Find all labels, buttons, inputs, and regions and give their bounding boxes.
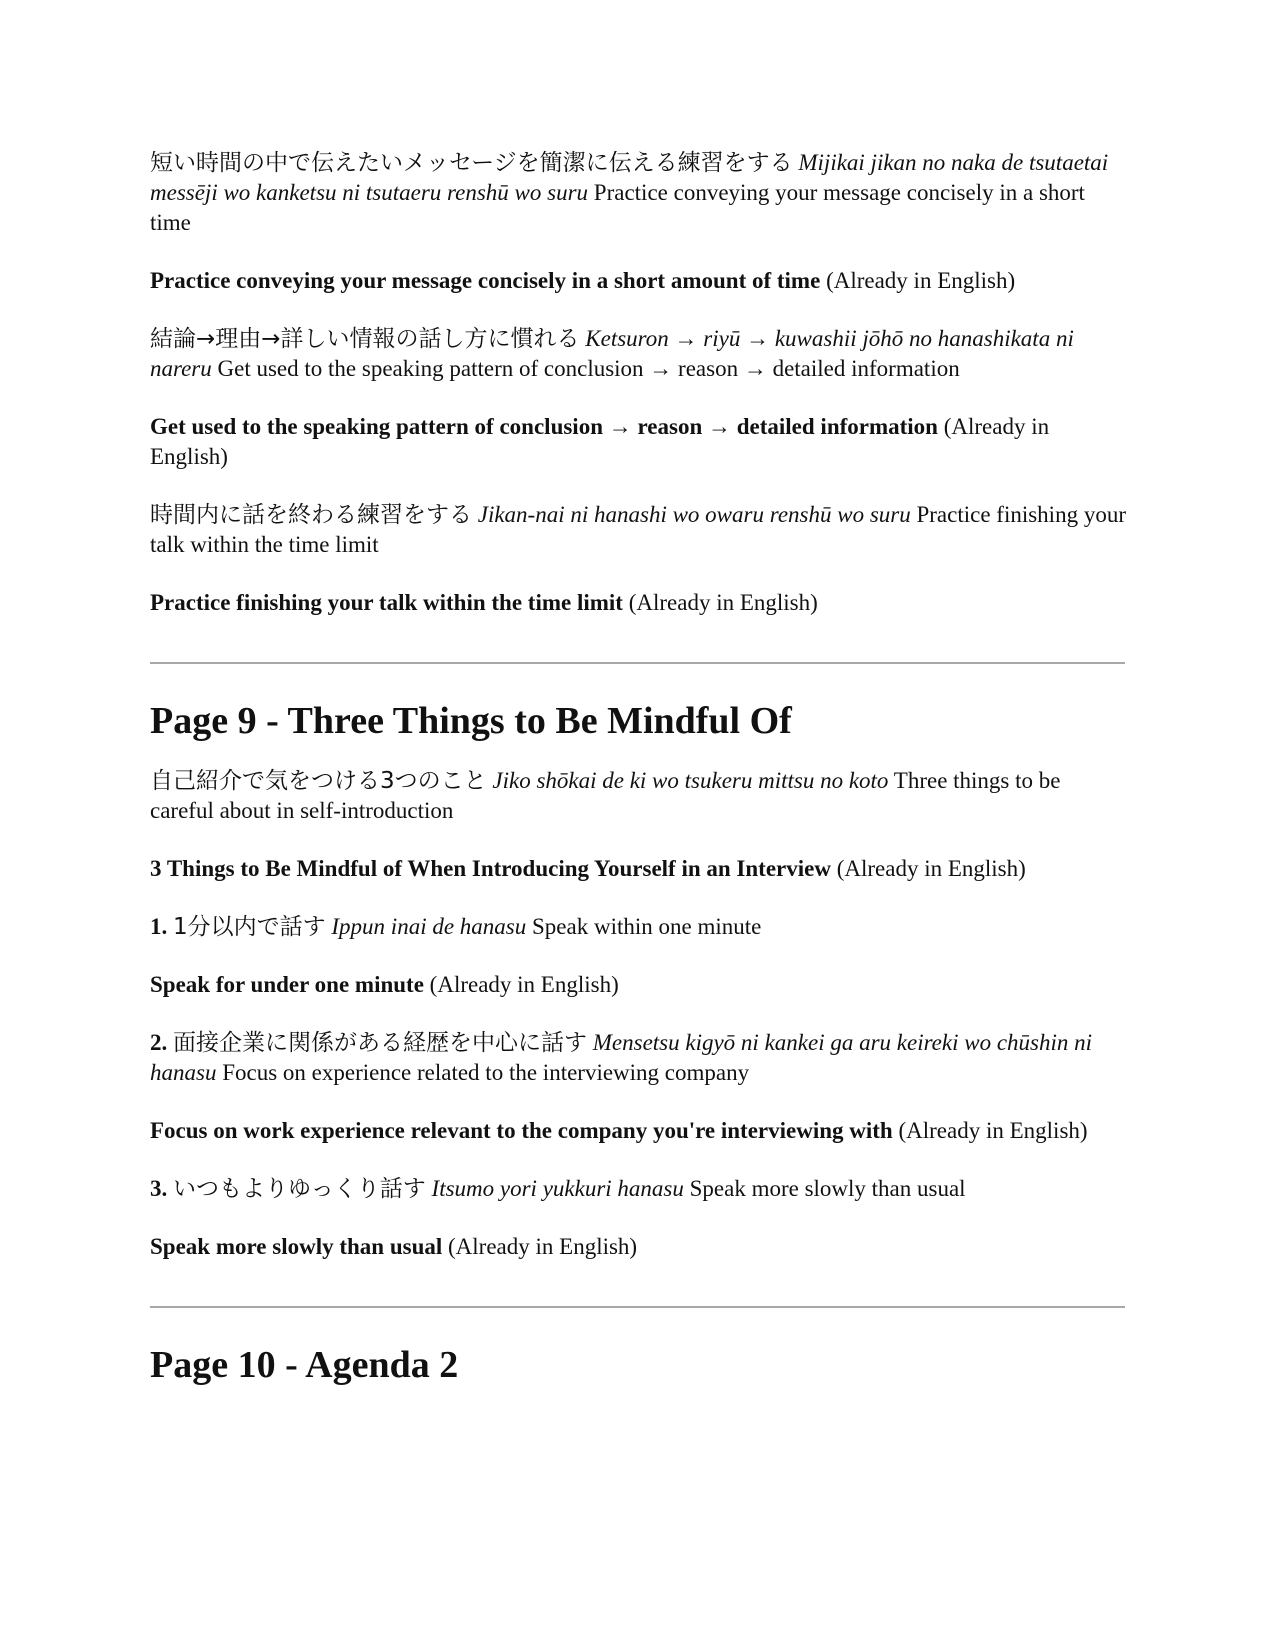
english-entry	[150, 266, 1130, 296]
english-entry	[150, 1116, 1130, 1146]
japanese-text: 結論→理由→詳しい情報の話し方に慣れる	[150, 326, 580, 352]
japanese-text: いつもよりゆっくり話す	[173, 1176, 426, 1202]
bold-english: Focus on work experience relevant to the company you're interviewing with	[150, 1118, 893, 1143]
english-entry	[150, 588, 1130, 618]
note-text: (Already in English)	[836, 856, 1026, 881]
japanese-text: 短い時間の中で伝えたいメッセージを簡潔に伝える練習をする	[150, 150, 793, 176]
romaji-text: Jiko shōkai de ki wo tsukeru mittsu no koto	[492, 768, 889, 793]
note-text: (Already in English)	[898, 1118, 1088, 1143]
english-entry	[150, 1232, 1130, 1262]
romaji-text: Jikan-nai ni hanashi wo owaru renshū wo suru	[477, 502, 911, 527]
bold-english: 3 Things to Be Mindful of When Introducing Yourself in an Interview	[150, 856, 831, 881]
romaji-text: Ippun inai de hanasu	[331, 914, 527, 939]
english-entry	[150, 412, 1130, 472]
english-text: Practice conveying your message concisely in a short time	[150, 180, 1085, 235]
note-text: (Already in English)	[628, 590, 818, 615]
section-heading: Page 10 - Agenda 2	[150, 1344, 459, 1386]
english-text: Get used to the speaking pattern of conclusion → reason → detailed information	[217, 356, 960, 381]
bold-english: Practice conveying your message concisely in a short amount of time	[150, 268, 821, 293]
english-text: Speak within one minute	[532, 914, 762, 939]
translation-entry	[150, 500, 1130, 560]
item-number: 2.	[150, 1030, 168, 1055]
bold-english: Speak more slowly than usual	[150, 1234, 443, 1259]
numbered-entry	[150, 912, 1130, 942]
item-number: 3.	[150, 1176, 168, 1201]
document-page	[150, 148, 1130, 1388]
romaji-text: Itsumo yori yukkuri hanasu	[431, 1176, 684, 1201]
item-number: 1.	[150, 914, 168, 939]
english-text: Practice finishing your talk within the time limit	[150, 502, 1126, 557]
section-heading: Page 9 - Three Things to Be Mindful Of	[150, 700, 792, 742]
section-divider	[150, 662, 1125, 664]
romaji-text: Ketsuron → riyū → kuwashii jōhō no hanashikata ni nareru	[150, 326, 1074, 381]
romaji-text: Mensetsu kigyō ni kankei ga aru keireki wo chūshin ni hanasu	[150, 1030, 1093, 1085]
numbered-entry	[150, 1174, 1130, 1204]
english-text: Speak more slowly than usual	[689, 1176, 966, 1201]
japanese-text: 面接企業に関係がある経歴を中心に話す	[173, 1030, 587, 1056]
bold-english: Speak for under one minute	[150, 972, 424, 997]
translation-entry	[150, 766, 1130, 826]
japanese-text: 自己紹介で気をつける3つのこと	[150, 768, 487, 794]
english-text: Focus on experience related to the interviewing company	[222, 1060, 750, 1085]
note-text: (Already in English)	[448, 1234, 638, 1259]
note-text: (Already in English)	[826, 268, 1016, 293]
translation-entry	[150, 148, 1130, 238]
note-text: (Already in English)	[429, 972, 619, 997]
english-entry	[150, 854, 1130, 884]
note-text: (Already in English)	[150, 414, 1050, 469]
english-entry	[150, 970, 1130, 1000]
numbered-entry	[150, 1028, 1130, 1088]
japanese-text: 1分以内で話す	[173, 914, 326, 940]
bold-english: Practice finishing your talk within the time limit	[150, 590, 623, 615]
section-divider	[150, 1306, 1125, 1308]
bold-english: Get used to the speaking pattern of conclusion → reason → detailed information	[150, 414, 938, 439]
english-text: Three things to be careful about in self-introduction	[150, 768, 1061, 823]
japanese-text: 時間内に話を終わる練習をする	[150, 502, 472, 528]
romaji-text: Mijikai jikan no naka de tsutaetai messēji wo kanketsu ni tsutaeru renshū wo suru	[150, 150, 1109, 205]
translation-entry	[150, 324, 1130, 384]
